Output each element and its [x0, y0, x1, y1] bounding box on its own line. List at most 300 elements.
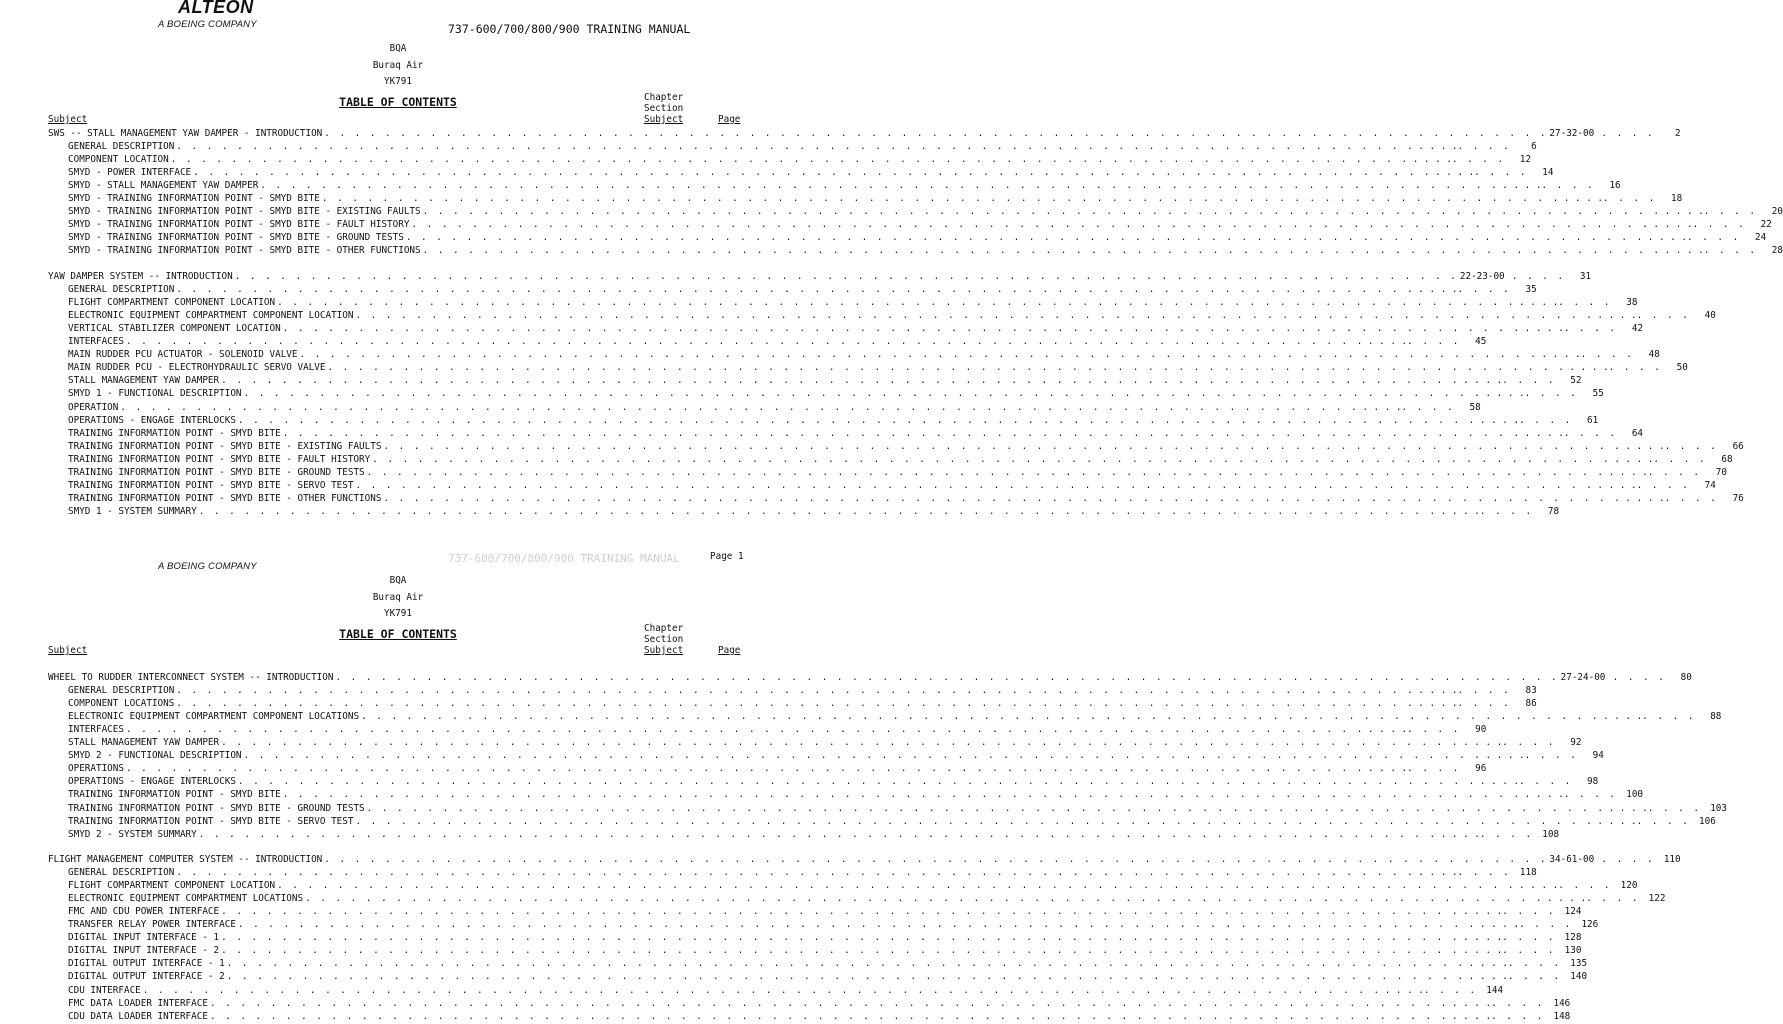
toc-entry[interactable] [48, 374, 1582, 387]
toc-entry-subject: GENERAL DESCRIPTION [68, 685, 175, 697]
toc-entry-subject: SMYD - POWER INTERFACE [68, 167, 192, 179]
toc-entry-subject: SMYD - TRAINING INFORMATION POINT - SMYD BITE - OTHER FUNCTIONS [68, 245, 421, 257]
toc-entry[interactable] [48, 140, 1537, 153]
toc-entry-page: 124 [1564, 906, 1582, 918]
toc-entry[interactable] [48, 322, 1644, 335]
dot-leader: . . . . . . . . . . . . . . . . . . . . . . . . . . . . . . . . . . . . . . . . . . . . . . . . . . . . . . . . . . . . . . . . . . . . . . . . . . . . . . . . . [411, 219, 1635, 231]
dot-leader: . . . . . . . . . . . . . . . . . . . . . . . . . . . . . . . . . . . . . . . . . . . . . . . . . . . . . . . . . . . . . . . . . . . . . . . . . . . . . . . . . [234, 271, 1458, 282]
toc-entry[interactable] [48, 218, 1772, 231]
toc-entry-subject: STALL MANAGEMENT YAW DAMPER [68, 375, 220, 387]
dot-leader: . . . . . . . . . . . . . . . . . . . . . . . . . . . . . . . . . . . . . . . . . . . . . . . . . . . . . . . . . . . . . . . . . . . . . . . . . . . . . . . . . [120, 401, 1344, 413]
dot-leader: . . . . [1558, 880, 1612, 892]
toc-entry[interactable] [48, 205, 1783, 218]
toc-entry-subject: ELECTRONIC EQUIPMENT COMPARTMENT LOCATIONS [68, 893, 304, 905]
toc-entry-subject: TRAINING INFORMATION POINT - SMYD BITE - SERVO TEST [68, 479, 354, 491]
toc-entry-chapter: . . . . . [1423, 828, 1480, 840]
toc-entry-page: 61 [1587, 414, 1599, 426]
toc-entry-page: 96 [1475, 763, 1487, 775]
dot-leader: . . . . . . . . . . . . . . . . . . . . . . . . . . . . . . . . . . . . . . . . . . . . . . . . . . . . . . . . . . . . . . . . . . . . . . . . . . . . . . . . . [260, 180, 1484, 192]
dot-leader: . . . . . . . . . . . . . . . . . . . . . . . . . . . . . . . . . . . . . . . . . . . . . . . . . . . . . . . . . . . . . . . . . . . . . . . . . . . . . . . . . [383, 440, 1607, 452]
toc-entry-subject: SMYD - TRAINING INFORMATION POINT - SMYD BITE [68, 193, 320, 205]
dot-leader: . . . . . . . . . . . . . . . . . . . . . . . . . . . . . . . . . . . . . . . . . . . . . . . . . . . . . . . . . . . . . . . . . . . . . . . . . . . . . . . . . [243, 750, 1467, 762]
toc-entry-page: 140 [1570, 971, 1588, 983]
toc-entry[interactable] [48, 387, 1604, 400]
dot-leader: . . . . . . . . . . . . . . . . . . . . . . . . . . . . . . . . . . . . . . . . . . . . . . . . . . . . . . . . . . . . . . . . . . . . . . . . . . . . . . . . . [321, 193, 1546, 205]
toc-entry-page: 20 [1771, 206, 1783, 218]
toc-entry-subject: MAIN RUDDER PCU ACTUATOR - SOLENOID VALVE [68, 349, 298, 361]
toc-entry-chapter: . . . . . [1468, 388, 1525, 400]
toc-entry-page: 128 [1564, 932, 1582, 944]
toc-entry-subject: OPERATIONS [68, 763, 124, 775]
dot-leader: . . . . [1451, 154, 1506, 166]
toc-entry-subject: FMC DATA LOADER INTERFACE [68, 997, 208, 1009]
airline-name-2: Buraq Air [372, 592, 424, 603]
toc-entry-page: 90 [1475, 724, 1487, 736]
toc-entry-page: 2 [1675, 128, 1681, 139]
airline-code-2: BQA [389, 575, 407, 586]
dot-leader: . . . . . . . . . . . . . . . . . . . . . . . . . . . . . . . . . . . . . . . . . . . . . . . . . . . . . . . . . . . . . . . . . . . . . . . . . . . . . . . . . [422, 245, 1646, 257]
toc-entry-page: 144 [1486, 984, 1504, 996]
toc-entry-chapter: 27-32-00 [1549, 128, 1595, 139]
dot-leader: . . . . [1407, 724, 1461, 736]
toc-entry[interactable] [48, 905, 1582, 918]
toc-entry-subject: VERTICAL STABILIZER COMPONENT LOCATION [68, 323, 281, 335]
toc-entry[interactable] [48, 684, 1537, 697]
toc-entry[interactable] [48, 231, 1767, 244]
toc-entry-subject: TRAINING INFORMATION POINT - SMYD BITE - OTHER FUNCTIONS [68, 492, 382, 504]
dot-leader: . . . . . . . . . . . . . . . . . . . . . . . . . . . . . . . . . . . . . . . . . . . . . . . . . . . . . . . . . . . . . . . . . . . . . . . . . . . . . . . . . [355, 310, 1579, 322]
dot-leader: . . . . . . . . . . . . . . . . . . . . . . . . . . . . . . . . . . . . . . . . . . . . . . . . . . . . . . . . . . . . . . . . . . . . . . . . . . . . . . . . . [282, 323, 1506, 335]
dot-leader: . . . . [1608, 362, 1662, 374]
dot-leader: . . . . [1586, 893, 1640, 905]
dot-leader: . . . . [1703, 245, 1757, 257]
dot-leader: . . . . [1601, 128, 1655, 139]
toc-entry-page: 70 [1715, 466, 1727, 478]
toc-entry-chapter: . . . . . [1608, 492, 1665, 504]
toc-entry[interactable] [48, 127, 1681, 140]
dot-leader: . . . . [1664, 440, 1718, 452]
toc-entry-page: 35 [1525, 284, 1537, 296]
dot-leader: . . . . . . . . . . . . . . . . . . . . . . . . . . . . . . . . . . . . . . . . . . . . . . . . . . . . . . . . . . . . . . . . . . . . . . . . . . . . . . . . . [237, 776, 1462, 788]
dot-leader: . . . . . . . . . . . . . . . . . . . . . . . . . . . . . . . . . . . . . . . . . . . . . . . . . . . . . . . . . . . . . . . . . . . . . . . . . . . . . . . . . [237, 414, 1462, 426]
toc-entry[interactable] [48, 1010, 1571, 1023]
toc-entry-page: 64 [1631, 427, 1644, 439]
col-chapter-2: Chapter [644, 623, 684, 634]
toc-entry[interactable] [48, 401, 1481, 414]
toc-entry-page: 108 [1542, 828, 1560, 840]
toc-entry-subject: TRAINING INFORMATION POINT - SMYD BITE - SERVO TEST [68, 815, 354, 827]
aircraft-registration-2: YK791 [384, 608, 412, 619]
dot-leader: . . . . . . . . . . . . . . . . . . . . . . . . . . . . . . . . . . . . . . . . . . . . . . . . . . . . . . . . . . . . . . . . . . . . . . . . . . . . . . . . . [176, 685, 1400, 697]
dot-leader: . . . . . . . . . . . . . . . . . . . . . . . . . . . . . . . . . . . . . . . . . . . . . . . . . . . . . . . . . . . . . . . . . . . . . . . . . . . . . . . . . [176, 141, 1400, 153]
toc-entry-subject: OPERATIONS - ENGAGE INTERLOCKS [68, 776, 236, 788]
toc-entry[interactable] [48, 440, 1744, 453]
toc-entry-page: 58 [1469, 401, 1481, 413]
toc-title: TABLE OF CONTENTS [339, 95, 457, 109]
dot-leader: . . . . [1642, 711, 1696, 723]
toc-entry[interactable] [48, 984, 1504, 997]
dot-leader: . . . . . . . . . . . . . . . . . . . . . . . . . . . . . . . . . . . . . . . . . . . . . . . . . . . . . . . . . . . . . . . . . . . . . . . . . . . . . . . . . [282, 427, 1506, 439]
toc-entry[interactable] [48, 335, 1487, 348]
toc-entry-chapter: . . . . . [1401, 685, 1458, 697]
dot-leader: . . . . [1563, 427, 1618, 439]
dot-leader: . . . . [1479, 828, 1534, 840]
toc-entry-subject: SMYD 1 - FUNCTIONAL DESCRIPTION [68, 388, 242, 400]
toc-entry-chapter: . . . . . [1345, 401, 1402, 413]
toc-entry-page: 52 [1570, 375, 1582, 387]
toc-entry[interactable] [48, 997, 1571, 1010]
toc-entry[interactable] [48, 815, 1716, 828]
dot-leader: . . . . . . . . . . . . . . . . . . . . . . . . . . . . . . . . . . . . . . . . . . . . . . . . . . . . . . . . . . . . . . . . . . . . . . . . . . . . . . . . . [193, 167, 1417, 179]
col-section-2: Section [644, 634, 684, 645]
dot-leader: . . . . . . . . . . . . . . . . . . . . . . . . . . . . . . . . . . . . . . . . . . . . . . . . . . . . . . . . . . . . . . . . . . . . . . . . . . . . . . . . . [198, 828, 1422, 840]
dot-leader: . . . . [1502, 375, 1556, 387]
dot-leader: . . . . . . . . . . . . . . . . . . . . . . . . . . . . . . . . . . . . . . . . . . . . . . . . . . . . . . . . . . . . . . . . . . . . . . . . . . . . . . . . . [305, 893, 1529, 905]
toc-entry-chapter: 27-24-00 [1560, 672, 1606, 683]
toc-entry-chapter: . . . . . [1591, 802, 1648, 814]
faded-manual-title: 737-600/700/800/900 TRAINING MANUAL [448, 552, 680, 565]
toc-entry-chapter: . . . . . [1580, 815, 1637, 827]
col-section: Section [644, 103, 684, 114]
dot-leader: . . . . . . . . . . . . . . . . . . . . . . . . . . . . . . . . . . . . . . . . . . . . . . . . . . . . . . . . . . . . . . . . . . . . . . . . . . . . . . . . . [209, 997, 1434, 1009]
toc-entry[interactable] [48, 697, 1537, 710]
dot-leader: . . . . . . . . . . . . . . . . . . . . . . . . . . . . . . . . . . . . . . . . . . . . . . . . . . . . . . . . . . . . . . . . . . . . . . . . . . . . . . . . . [383, 492, 1607, 504]
toc-entry-page: 38 [1626, 297, 1638, 309]
toc-entry-chapter: . . . . . [1530, 893, 1587, 905]
toc-title-2: TABLE OF CONTENTS [339, 627, 457, 641]
dot-leader: . . . . [1636, 815, 1690, 827]
toc-entry[interactable] [48, 244, 1783, 257]
toc-entry[interactable] [48, 479, 1716, 492]
dot-leader: . . . . [1692, 219, 1746, 231]
dot-leader: . . . . . . . . . . . . . . . . . . . . . . . . . . . . . . . . . . . . . . . . . . . . . . . . . . . . . . . . . . . . . . . . . . . . . . . . . . . . . . . . . [361, 711, 1585, 723]
toc-entry-subject: TRAINING INFORMATION POINT - SMYD BITE [68, 427, 281, 439]
toc-entry-chapter: . . . . . [1446, 906, 1503, 918]
toc-entry-chapter: . . . . . [1647, 245, 1704, 257]
toc-entry-chapter: . . . . . [1636, 219, 1693, 231]
toc-entry[interactable] [48, 879, 1638, 892]
toc-entry-page: 55 [1592, 388, 1604, 400]
toc-entry-subject: CDU INTERFACE [68, 984, 141, 996]
toc-entry-subject: CDU DATA LOADER INTERFACE [68, 1010, 208, 1022]
toc-entry-page: 80 [1680, 672, 1692, 683]
toc-entry[interactable] [48, 931, 1582, 944]
toc-entry-subject: FLIGHT COMPARTMENT COMPONENT LOCATION [68, 297, 276, 309]
toc-entry-page: 135 [1570, 958, 1588, 970]
toc-entry[interactable] [48, 788, 1644, 801]
dot-leader: . . . . . . . . . . . . . . . . . . . . . . . . . . . . . . . . . . . . . . . . . . . . . . . . . . . . . . . . . . . . . . . . . . . . . . . . . . . . . . . . . [237, 919, 1462, 931]
toc-entry-page: 103 [1710, 802, 1727, 814]
toc-entry[interactable] [48, 762, 1487, 775]
toc-entry-chapter: . . . . . [1351, 724, 1408, 736]
toc-entry-page: 18 [1671, 193, 1683, 205]
toc-entry-page: 78 [1547, 505, 1560, 517]
toc-entry-chapter: . . . . . [1485, 180, 1542, 192]
dot-leader: . . . . . . . . . . . . . . . . . . . . . . . . . . . . . . . . . . . . . . . . . . . . . . . . . . . . . . . . . . . . . . . . . . . . . . . . . . . . . . . . . [277, 880, 1501, 892]
dot-leader: . . . . [1703, 206, 1757, 218]
toc-entry-chapter: . . . . . [1502, 880, 1559, 892]
toc-entry[interactable] [48, 802, 1727, 815]
toc-entry-chapter: . . . . . [1351, 336, 1408, 348]
toc-entry-subject: FLIGHT COMPARTMENT COMPONENT LOCATION [68, 880, 276, 892]
toc-entry-subject: INTERFACES [68, 336, 124, 348]
dot-leader: . . . . [1502, 906, 1556, 918]
dot-leader: . . . . [1507, 958, 1562, 970]
dot-leader: . . . . . . . . . . . . . . . . . . . . . . . . . . . . . . . . . . . . . . . . . . . . . . . . . . . . . . . . . . . . . . . . . . . . . . . . . . . . . . . . . [221, 375, 1445, 387]
toc-entry-chapter: . . . . . [1507, 789, 1564, 801]
toc-entry-chapter: . . . . . [1580, 310, 1637, 322]
toc-entry-page: 42 [1631, 323, 1644, 335]
dot-leader: . . . . [1507, 971, 1562, 983]
toc-entry-chapter: . . . . . [1401, 698, 1458, 710]
toc-entry[interactable] [48, 723, 1487, 736]
toc-entry-page: 14 [1542, 167, 1554, 179]
toc-entry-chapter: . . . . . [1647, 206, 1704, 218]
toc-entry-subject: SMYD 2 - SYSTEM SUMMARY [68, 828, 197, 840]
toc-entry-subject: TRAINING INFORMATION POINT - SMYD BITE - GROUND TESTS [68, 802, 365, 814]
toc-entry-subject: COMPONENT LOCATION [68, 154, 169, 166]
toc-entry-chapter: . . . . . [1418, 167, 1475, 179]
dot-leader: . . . . [1401, 401, 1455, 413]
dot-leader: . . . . [1603, 193, 1657, 205]
toc-entry-chapter: . . . . . [1435, 997, 1492, 1009]
dot-leader: . . . . . . . . . . . . . . . . . . . . . . . . . . . . . . . . . . . . . . . . . . . . . . . . . . . . . . . . . . . . . . . . . . . . . . . . . . . . . . . . . [405, 232, 1629, 244]
toc-entry[interactable] [48, 892, 1666, 905]
dot-leader: . . . . . . . . . . . . . . . . . . . . . . . . . . . . . . . . . . . . . . . . . . . . . . . . . . . . . . . . . . . . . . . . . . . . . . . . . . . . . . . . . [366, 466, 1590, 478]
toc-entry-page: 110 [1663, 854, 1681, 865]
toc-entry[interactable] [48, 348, 1660, 361]
toc-entry-subject: ELECTRONIC EQUIPMENT COMPARTMENT COMPONENT LOCATION [68, 310, 354, 322]
toc-entry-subject: FLIGHT MANAGEMENT COMPUTER SYSTEM -- INTRODUCTION [48, 854, 323, 865]
toc-entry-page: 122 [1648, 893, 1666, 905]
toc-entry[interactable] [48, 866, 1537, 879]
toc-entry-subject: GENERAL DESCRIPTION [68, 867, 175, 879]
toc-entry-page: 88 [1710, 711, 1722, 723]
toc-entry[interactable] [48, 749, 1604, 762]
dot-leader: . . . . [1457, 141, 1511, 153]
toc-entry[interactable] [48, 309, 1716, 322]
toc-entry-subject: DIGITAL OUTPUT INTERFACE - 2 [68, 971, 225, 983]
dot-leader: . . . . . . . . . . . . . . . . . . . . . . . . . . . . . . . . . . . . . . . . . . . . . . . . . . . . . . . . . . . . . . . . . . . . . . . . . . . . . . . . . [226, 958, 1450, 970]
toc-entry-subject: TRANSFER RELAY POWER INTERFACE [68, 919, 236, 931]
dot-leader: . . . . . . . . . . . . . . . . . . . . . . . . . . . . . . . . . . . . . . . . . . . . . . . . . . . . . . . . . . . . . . . . . . . . . . . . . . . . . . . . . [335, 672, 1559, 683]
toc-entry-subject: FMC AND CDU POWER INTERFACE [68, 906, 220, 918]
alteon-logo: ALTEON [178, 0, 254, 17]
toc-entry-chapter: . . . . . [1451, 958, 1508, 970]
toc-entry-page: 68 [1721, 453, 1733, 465]
dot-leader: . . . . . . . . . . . . . . . . . . . . . . . . . . . . . . . . . . . . . . . . . . . . . . . . . . . . . . . . . . . . . . . . . . . . . . . . . . . . . . . . . [355, 815, 1579, 827]
dot-leader: . . . . . . . . . . . . . . . . . . . . . . . . . . . . . . . . . . . . . . . . . . . . . . . . . . . . . . . . . . . . . . . . . . . . . . . . . . . . . . . . . [422, 206, 1646, 218]
toc-entry-chapter: . . . . . [1608, 440, 1665, 452]
toc-entry[interactable] [48, 492, 1744, 505]
toc-entry[interactable] [48, 296, 1638, 309]
dot-leader: . . . . [1502, 932, 1556, 944]
toc-entry-subject: TRAINING INFORMATION POINT - SMYD BITE [68, 789, 281, 801]
toc-entry-chapter: . . . . . [1507, 427, 1564, 439]
toc-entry[interactable] [48, 828, 1560, 841]
dot-leader: . . . . . . . . . . . . . . . . . . . . . . . . . . . . . . . . . . . . . . . . . . . . . . . . . . . . . . . . . . . . . . . . . . . . . . . . . . . . . . . . . [221, 945, 1445, 957]
dot-leader: . . . . [1519, 776, 1573, 788]
toc-entry-chapter: . . . . . [1463, 776, 1520, 788]
dot-leader: . . . . . . . . . . . . . . . . . . . . . . . . . . . . . . . . . . . . . . . . . . . . . . . . . . . . . . . . . . . . . . . . . . . . . . . . . . . . . . . . . [221, 737, 1445, 749]
dot-leader: . . . . [1474, 167, 1528, 179]
toc-entry-page: 74 [1704, 479, 1716, 491]
toc-entry-subject: STALL MANAGEMENT YAW DAMPER [68, 737, 220, 749]
manual-title: 737-600/700/800/900 TRAINING MANUAL [448, 22, 691, 36]
toc-entry-chapter: . . . . . [1552, 362, 1609, 374]
dot-leader: . . . . [1563, 789, 1618, 801]
toc-entry-page: 126 [1581, 919, 1599, 931]
col-subject-2: Subject [48, 645, 88, 656]
toc-entry[interactable] [48, 671, 1692, 684]
toc-entry-chapter: . . . . . [1401, 141, 1458, 153]
toc-entry-subject: OPERATION [68, 401, 119, 413]
airline-name: Buraq Air [372, 60, 424, 71]
toc-entry[interactable] [48, 736, 1582, 749]
airline-code: BQA [389, 43, 407, 54]
toc-entry-chapter: . . . . . [1446, 737, 1503, 749]
toc-entry[interactable] [48, 270, 1592, 283]
dot-leader: . . . . [1457, 698, 1511, 710]
toc-entry-chapter: . . . . . [1524, 349, 1581, 361]
toc-entry-page: 86 [1525, 698, 1537, 710]
col-chapter: Chapter [644, 92, 684, 103]
toc-entry-page: 66 [1732, 440, 1744, 452]
toc-entry-page: 100 [1626, 789, 1644, 801]
toc-entry-page: 16 [1609, 180, 1621, 192]
toc-entry-chapter: . . . . . [1401, 867, 1458, 879]
toc-entry[interactable] [48, 775, 1599, 788]
toc-entry-subject: WHEEL TO RUDDER INTERCONNECT SYSTEM -- INTRODUCTION [48, 672, 334, 683]
dot-leader: . . . . . . . . . . . . . . . . . . . . . . . . . . . . . . . . . . . . . . . . . . . . . . . . . . . . . . . . . . . . . . . . . . . . . . . . . . . . . . . . . [209, 1010, 1434, 1022]
dot-leader: . . . . [1423, 984, 1478, 996]
dot-leader: . . . . [1664, 492, 1718, 504]
dot-leader: . . . . . . . . . . . . . . . . . . . . . . . . . . . . . . . . . . . . . . . . . . . . . . . . . . . . . . . . . . . . . . . . . . . . . . . . . . . . . . . . . [198, 505, 1422, 517]
col-page: Page [718, 114, 741, 125]
dot-leader: . . . . [1519, 919, 1573, 931]
dot-leader: . . . . [1479, 505, 1534, 517]
toc-entry-chapter: . . . . . [1446, 375, 1503, 387]
toc-entry-subject: DIGITAL INPUT INTERFACE - 2 [68, 945, 220, 957]
boeing-subtitle-2: A BOEING COMPANY [158, 561, 257, 572]
toc-entry[interactable] [48, 153, 1532, 166]
toc-entry-chapter: . . . . . [1463, 414, 1520, 426]
dot-leader: . . . . [1636, 479, 1690, 491]
toc-entry-chapter: . . . . . [1463, 919, 1520, 931]
toc-entry[interactable] [48, 957, 1588, 970]
dot-leader: . . . . . . . . . . . . . . . . . . . . . . . . . . . . . . . . . . . . . . . . . . . . . . . . . . . . . . . . . . . . . . . . . . . . . . . . . . . . . . . . . [125, 336, 1350, 348]
toc-entry-page: 12 [1519, 154, 1532, 166]
toc-entry-subject: COMPONENT LOCATIONS [68, 698, 175, 710]
toc-entry-subject: TRAINING INFORMATION POINT - SMYD BITE - EXISTING FAULTS [68, 440, 382, 452]
toc-entry[interactable] [48, 505, 1560, 518]
toc-entry-subject: GENERAL DESCRIPTION [68, 284, 175, 296]
toc-entry-chapter: . . . . . [1507, 323, 1564, 335]
dot-leader: . . . . [1558, 297, 1612, 309]
toc-entry[interactable] [48, 710, 1722, 723]
toc-entry-chapter: . . . . . [1468, 750, 1525, 762]
toc-entry-chapter: . . . . . [1631, 232, 1687, 244]
toc-entry-chapter: . . . . . [1591, 466, 1648, 478]
toc-entry-subject: SWS -- STALL MANAGEMENT YAW DAMPER - INTRODUCTION [48, 128, 323, 139]
toc-entry[interactable] [48, 944, 1582, 957]
toc-entry-subject: ELECTRONIC EQUIPMENT COMPARTMENT COMPONENT LOCATIONS [68, 711, 360, 723]
toc-entry-page: 83 [1525, 685, 1537, 697]
toc-entry[interactable] [48, 853, 1681, 866]
toc-entry-chapter: . . . . . [1401, 284, 1458, 296]
toc-entry-chapter: . . . . . [1586, 711, 1643, 723]
dot-leader: . . . . [1612, 672, 1666, 683]
boeing-subtitle: A BOEING COMPANY [158, 19, 257, 30]
toc-entry[interactable] [48, 970, 1588, 983]
toc-entry-chapter: . . . . . [1367, 984, 1424, 996]
dot-leader: . . . . [1541, 180, 1595, 192]
toc-entry-chapter: . . . . . [1580, 479, 1637, 491]
dot-leader: . . . . [1563, 323, 1618, 335]
toc-entry-page: 48 [1648, 349, 1660, 361]
dot-leader: . . . . [1524, 388, 1578, 400]
toc-entry-page: 6 [1531, 141, 1537, 153]
toc-entry[interactable] [48, 179, 1621, 192]
toc-entry-page: 130 [1564, 945, 1582, 957]
dot-leader: . . . . [1647, 466, 1701, 478]
toc-entry-subject: SMYD - TRAINING INFORMATION POINT - SMYD BITE - FAULT HISTORY [68, 219, 410, 231]
dot-leader: . . . . [1491, 1010, 1545, 1022]
toc-entry-page: 118 [1519, 867, 1537, 879]
toc-entry-chapter: . . . . . [1435, 1010, 1492, 1022]
dot-leader: . . . . . . . . . . . . . . . . . . . . . . . . . . . . . . . . . . . . . . . . . . . . . . . . . . . . . . . . . . . . . . . . . . . . . . . . . . . . . . . . . [125, 724, 1350, 736]
toc-entry-chapter: . . . . . [1547, 193, 1604, 205]
toc-entry[interactable] [48, 453, 1733, 466]
toc-entry-page: 45 [1475, 336, 1487, 348]
dot-leader: . . . . [1653, 453, 1707, 465]
toc-entry-chapter: . . . . . [1502, 297, 1559, 309]
dot-leader: . . . . . . . . . . . . . . . . . . . . . . . . . . . . . . . . . . . . . . . . . . . . . . . . . . . . . . . . . . . . . . . . . . . . . . . . . . . . . . . . . [226, 971, 1450, 983]
page-number: Page 1 [710, 551, 744, 562]
dot-leader: . . . . . . . . . . . . . . . . . . . . . . . . . . . . . . . . . . . . . . . . . . . . . . . . . . . . . . . . . . . . . . . . . . . . . . . . . . . . . . . . . [125, 763, 1350, 775]
toc-entry[interactable] [48, 414, 1599, 427]
dot-leader: . . . . [1491, 997, 1545, 1009]
toc-entry-subject: YAW DAMPER SYSTEM -- INTRODUCTION [48, 271, 233, 282]
toc-entry-subject: INTERFACES [68, 724, 124, 736]
toc-entry[interactable] [48, 192, 1683, 205]
dot-leader: . . . . . . . . . . . . . . . . . . . . . . . . . . . . . . . . . . . . . . . . . . . . . . . . . . . . . . . . . . . . . . . . . . . . . . . . . . . . . . . . . [221, 932, 1445, 944]
dot-leader: . . . . . . . . . . . . . . . . . . . . . . . . . . . . . . . . . . . . . . . . . . . . . . . . . . . . . . . . . . . . . . . . . . . . . . . . . . . . . . . . . [243, 388, 1467, 400]
col-page-2: Page [718, 645, 741, 656]
dot-leader: . . . . [1457, 685, 1511, 697]
dot-leader: . . . . . . . . . . . . . . . . . . . . . . . . . . . . . . . . . . . . . . . . . . . . . . . . . . . . . . . . . . . . . . . . . . . . . . . . . . . . . . . . . [372, 453, 1596, 465]
toc-entry-page: 106 [1699, 815, 1716, 827]
toc-entry-subject: SMYD - TRAINING INFORMATION POINT - SMYD BITE - GROUND TESTS [68, 232, 404, 244]
toc-entry[interactable] [48, 361, 1688, 374]
toc-entry-chapter: . . . . . [1597, 453, 1654, 465]
dot-leader: . . . . [1647, 802, 1701, 814]
toc-entry-page: 24 [1754, 232, 1767, 244]
dot-leader: . . . . [1636, 310, 1690, 322]
toc-entry-page: 92 [1570, 737, 1582, 749]
toc-entry[interactable] [48, 166, 1554, 179]
toc-entry-page: 148 [1553, 1010, 1571, 1022]
toc-entry-subject: GENERAL DESCRIPTION [68, 141, 175, 153]
toc-entry[interactable] [48, 427, 1644, 440]
toc-entry[interactable] [48, 283, 1537, 296]
toc-entry-page: 146 [1553, 997, 1571, 1009]
toc-entry[interactable] [48, 466, 1727, 479]
dot-leader: . . . . [1686, 232, 1741, 244]
toc-entry-subject: DIGITAL INPUT INTERFACE - 1 [68, 932, 220, 944]
toc-entry[interactable] [48, 918, 1599, 931]
col-subject-right-2: Subject [644, 645, 684, 656]
